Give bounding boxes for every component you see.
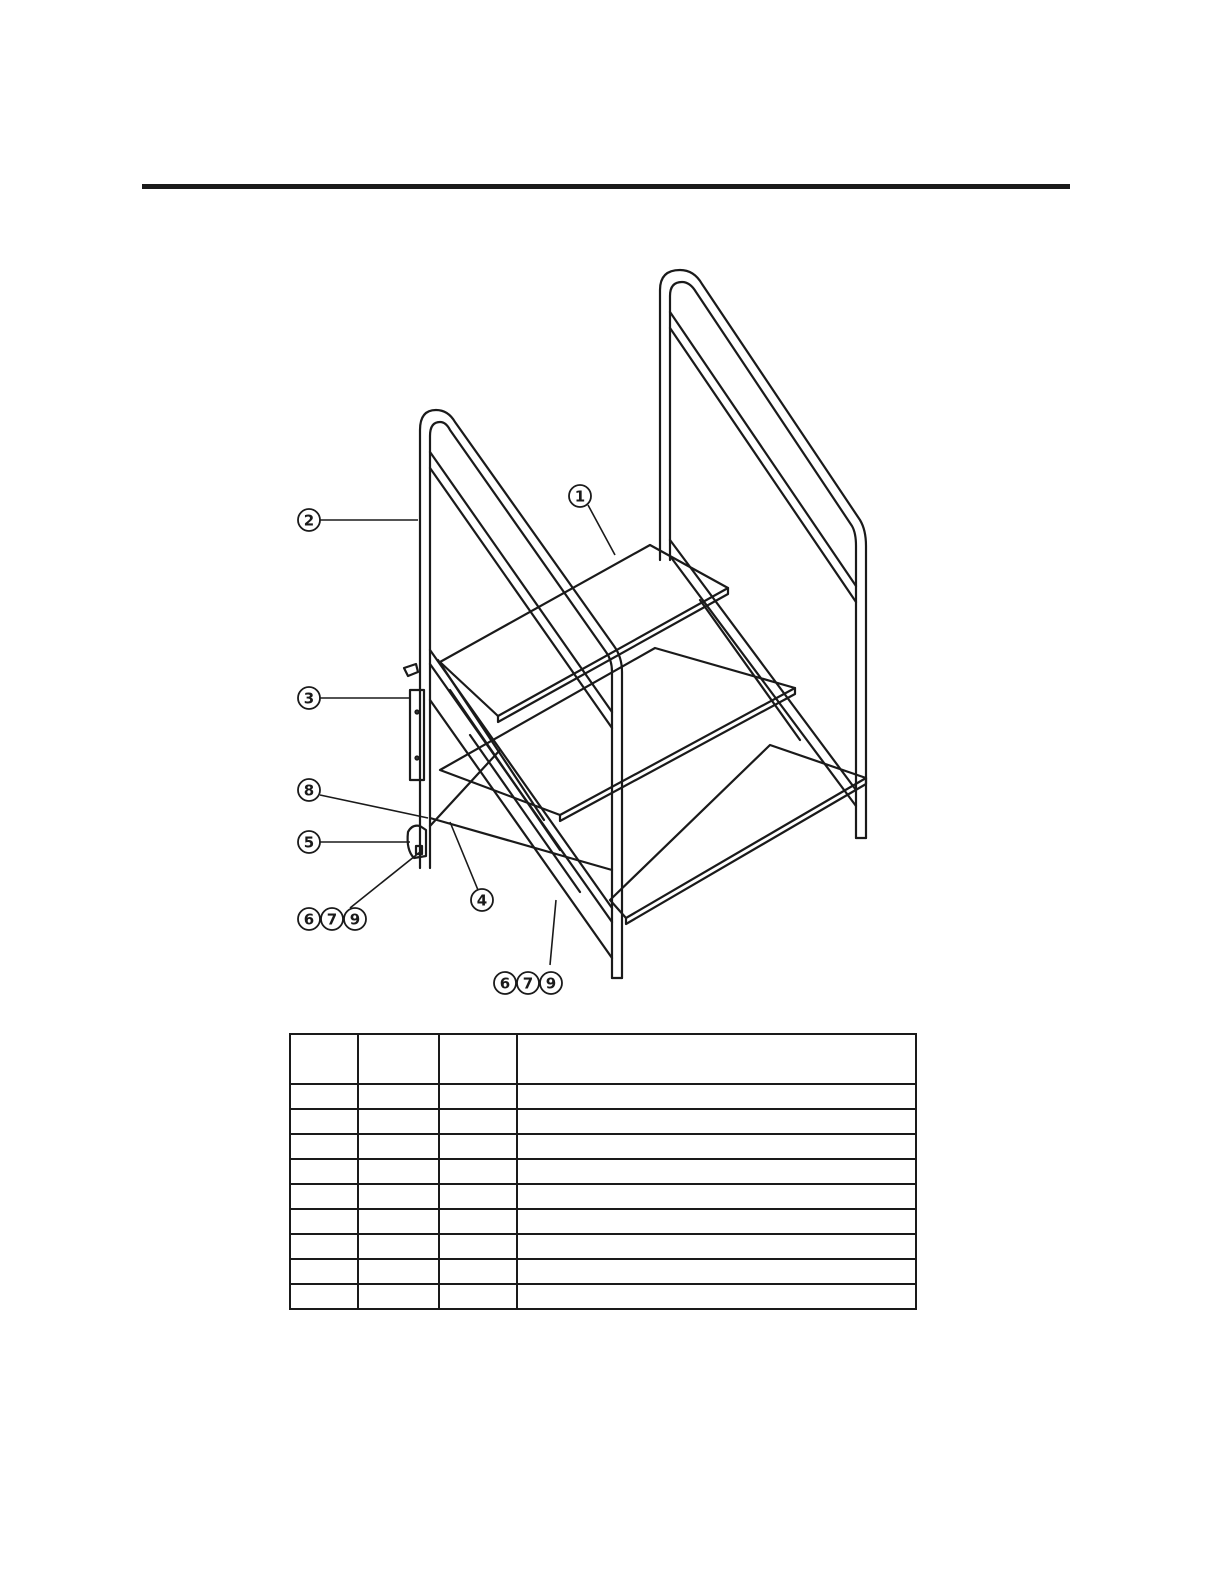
table-row [290,1184,916,1209]
table-cell [290,1234,358,1259]
table-cell [517,1184,916,1209]
table-cell [358,1134,439,1159]
front-stringer [430,650,612,958]
table-cell [439,1234,517,1259]
table-cell [290,1284,358,1309]
svg-text:6: 6 [303,910,315,929]
table-cell [439,1284,517,1309]
table-row [290,1109,916,1134]
header-cell [517,1034,916,1084]
callout-679-bottom [494,972,562,994]
table-cell [517,1134,916,1159]
table-cell [358,1234,439,1259]
table-cell [290,1209,358,1234]
table-cell [358,1109,439,1134]
table-row [290,1159,916,1184]
table-cell [517,1084,916,1109]
table-cell [439,1134,517,1159]
table-cell [439,1084,517,1109]
table-cell [290,1159,358,1184]
table-cell [290,1134,358,1159]
svg-text:3: 3 [303,689,315,708]
table-row [290,1209,916,1234]
header-cell [290,1034,358,1084]
table-cell [439,1259,517,1284]
svg-text:1: 1 [574,487,586,506]
svg-text:9: 9 [349,910,361,929]
table-cell [290,1109,358,1134]
svg-text:7: 7 [522,974,534,993]
svg-text:8: 8 [303,781,315,800]
tread-top [440,545,728,722]
callout-8 [298,779,320,801]
svg-text:5: 5 [303,833,315,852]
callout-1 [569,485,591,507]
table-cell [290,1259,358,1284]
parts-table [289,1033,917,1310]
tread-middle [440,648,795,821]
table-cell [358,1159,439,1184]
svg-text:9: 9 [545,974,557,993]
table-cell [358,1084,439,1109]
svg-text:4: 4 [476,891,488,910]
tread-bottom [610,745,866,924]
table-cell [517,1234,916,1259]
table-cell [439,1159,517,1184]
table-cell [517,1109,916,1134]
callout-2 [298,509,320,531]
table-cell [358,1209,439,1234]
table-cell [517,1159,916,1184]
table-row [290,1234,916,1259]
table-cell [290,1084,358,1109]
table-cell [439,1184,517,1209]
table-row [290,1284,916,1309]
table-cell [358,1184,439,1209]
leg-clamp [408,826,426,858]
cross-brace [430,818,612,870]
svg-text:2: 2 [303,511,315,530]
table-cell [517,1209,916,1234]
table-cell [358,1284,439,1309]
callout-3 [298,687,320,709]
header-cell [358,1034,439,1084]
callout-5 [298,831,320,853]
table-cell [439,1109,517,1134]
table-cell [517,1284,916,1309]
header-cell [439,1034,517,1084]
table-cell [439,1209,517,1234]
parts-table-header [290,1034,916,1084]
callout-679-left [298,908,366,930]
table-row [290,1134,916,1159]
table-cell [358,1259,439,1284]
table-cell [290,1184,358,1209]
callout-4 [471,889,493,911]
svg-text:6: 6 [499,974,511,993]
table-row [290,1259,916,1284]
table-row [290,1084,916,1109]
svg-text:7: 7 [326,910,338,929]
table-cell [517,1259,916,1284]
